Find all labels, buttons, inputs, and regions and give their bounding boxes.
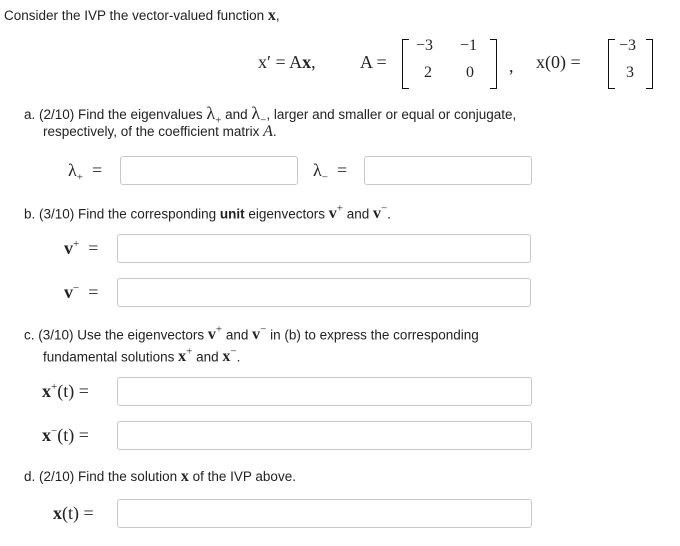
- matrix-label: A =: [360, 52, 387, 72]
- matrix-a21: 2: [424, 64, 432, 81]
- part-d-question: d. (2/10) Find the solution x of the IVP above.: [24, 468, 296, 485]
- x-solution-label: x(t) =: [53, 503, 94, 523]
- v-plus-input[interactable]: [117, 234, 531, 263]
- part-b-question: b. (3/10) Find the corresponding unit eigenvectors v+ and v−.: [24, 203, 391, 223]
- intro-text: [4, 7, 280, 25]
- matrix-comma: ,: [509, 56, 514, 76]
- initial-condition-label: x(0) =: [536, 52, 581, 72]
- v-minus-input[interactable]: [117, 278, 531, 307]
- x-minus-input[interactable]: [117, 421, 532, 450]
- v-plus-label: v+ =: [64, 238, 99, 258]
- part-c-line2: fundamental solutions x+ and x−.: [43, 346, 241, 366]
- part-c-question: c. (3/10) Use the eigenvectors v+ and v− in (b) to express the corresponding: [24, 324, 479, 344]
- lambda-plus-input[interactable]: [120, 156, 298, 185]
- v-minus-symbol: v−: [373, 203, 388, 223]
- intro-var: x: [267, 7, 276, 24]
- part-a-line2: respectively, of the coefficient matrix A.: [43, 123, 277, 140]
- ode-sep: ,: [311, 52, 316, 72]
- init-bracket-right: [646, 39, 653, 89]
- intro-tail: ,: [275, 8, 280, 23]
- init-bracket-left: [608, 39, 615, 89]
- lambda-plus-label: $\lambda_+$ =: [68, 160, 103, 184]
- matrix-var: A: [263, 123, 273, 140]
- v-minus-label: v− =: [64, 282, 99, 302]
- lambda-minus-label: $\lambda_-$ =: [313, 160, 348, 184]
- lambda-minus-symbol: $\lambda_-$: [251, 103, 267, 127]
- init-x1: −3: [619, 37, 637, 54]
- v-plus-symbol: v+: [328, 203, 343, 223]
- ode-equation: [258, 52, 316, 73]
- x-plus-label: x+(t) =: [42, 381, 89, 401]
- matrix-a11: −3: [416, 37, 434, 54]
- lambda-minus-input[interactable]: [364, 156, 532, 185]
- lambda-plus-symbol: $\lambda_+$: [206, 103, 222, 127]
- x-solution-input[interactable]: [117, 499, 532, 528]
- matrix-bracket-right: [490, 39, 497, 89]
- x-minus-label: x−(t) =: [42, 425, 89, 445]
- matrix-a22: 0: [466, 64, 474, 81]
- x-plus-input[interactable]: [117, 377, 532, 406]
- intro-label: Consider the IVP the vector-valued function: [4, 8, 265, 23]
- matrix-bracket-left: [402, 39, 409, 89]
- part-a-question: a. (2/10) Find the eigenvalues $\lambda_+$ and $\lambda_-$, larger and smaller or equal or conjugate,: [24, 103, 517, 127]
- ode-lhs: x′ = Ax: [258, 52, 312, 72]
- init-x2: 3: [626, 64, 634, 81]
- matrix-a12: −1: [460, 37, 478, 54]
